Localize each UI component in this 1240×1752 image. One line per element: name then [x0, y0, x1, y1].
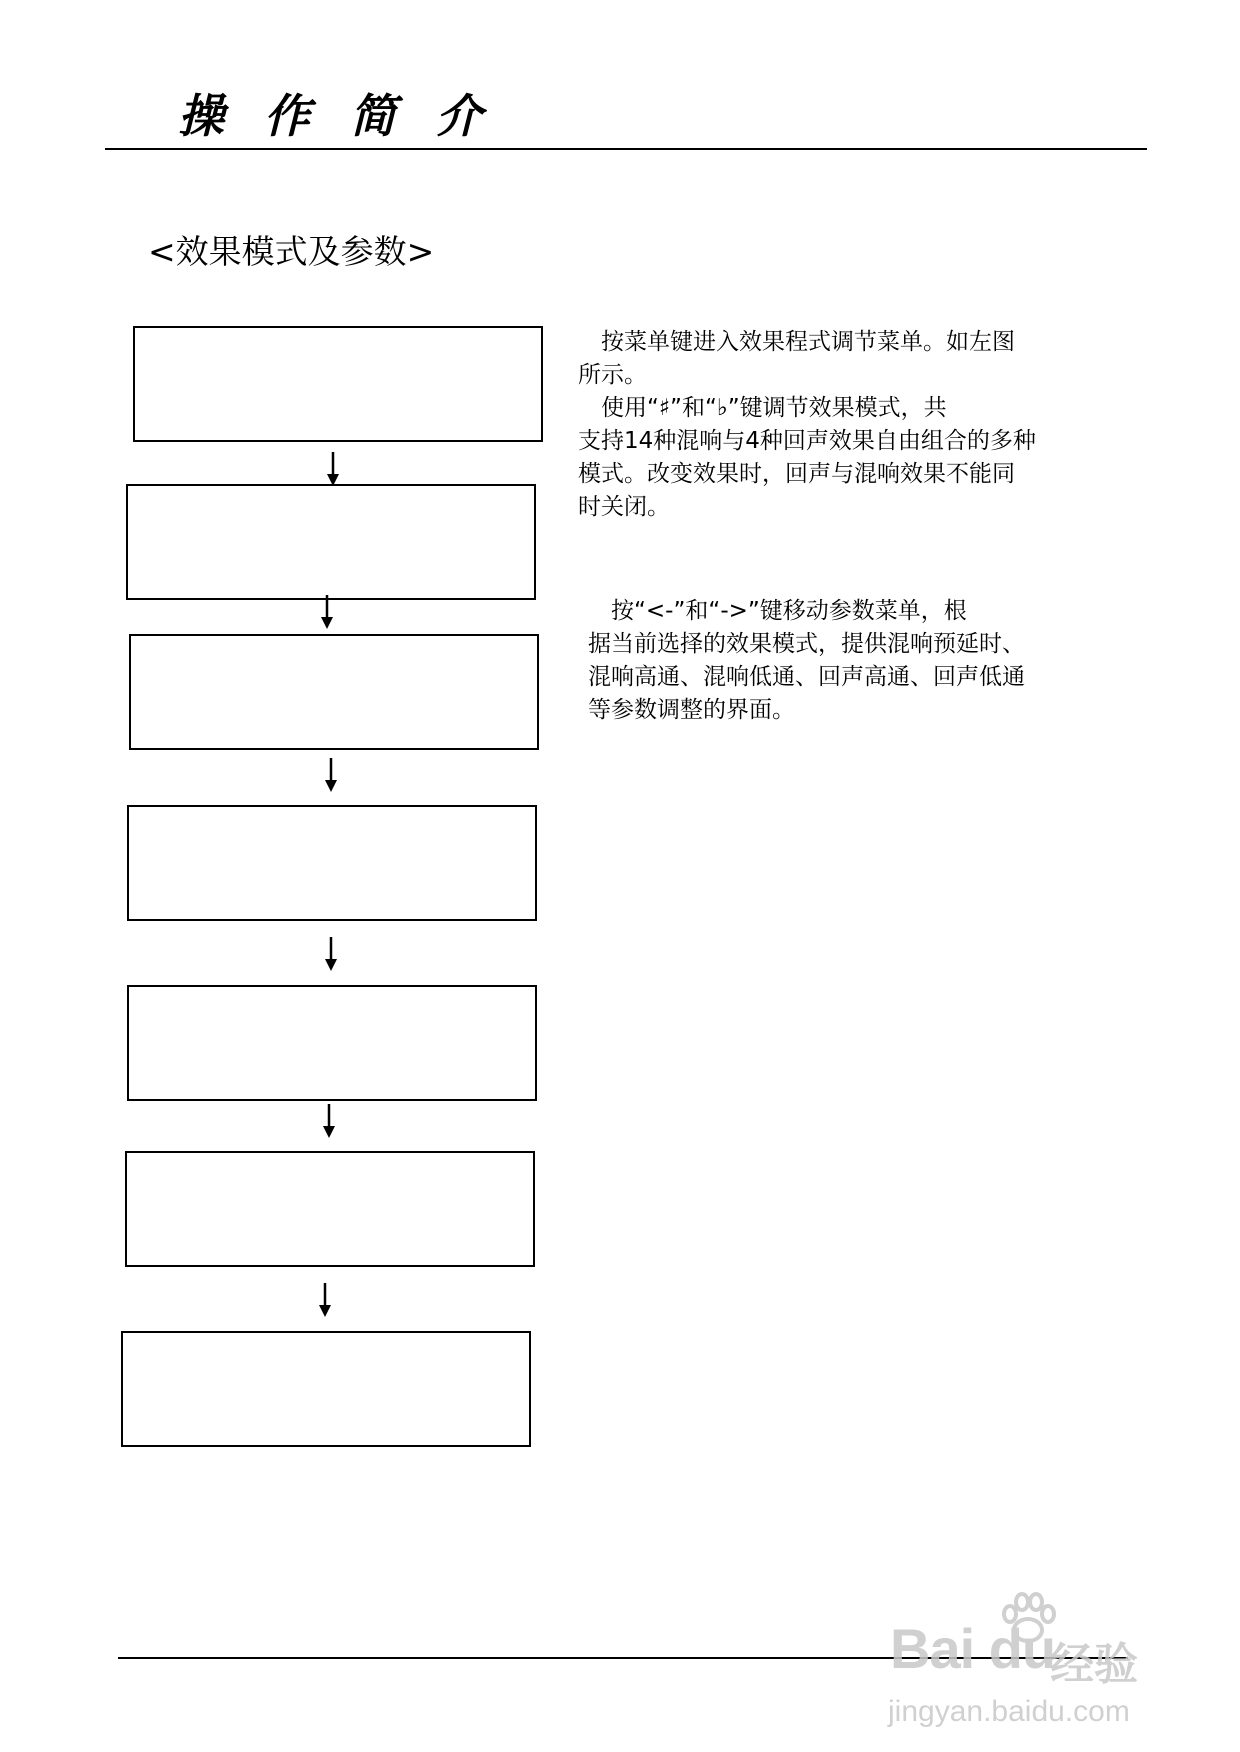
flow-box-1 — [133, 326, 543, 442]
para1-line-5: 模式。改变效果时，回声与混响效果不能同 — [578, 461, 1015, 487]
flow-arrow-3 — [324, 758, 338, 792]
para2-line-3: 混响高通、混响低通、回声高通、回声低通 — [588, 664, 1025, 690]
para1-line-2: 所示。 — [578, 362, 647, 388]
watermark-logo: Bai du — [890, 1617, 1056, 1680]
watermark-cn-text: 经验 — [1050, 1639, 1138, 1690]
para1-line-4: 支持14种混响与4种回声效果自由组合的多种 — [578, 428, 1036, 454]
flow-box-5 — [127, 985, 537, 1101]
flow-box-7 — [121, 1331, 531, 1447]
flow-arrow-5 — [322, 1104, 336, 1138]
flow-arrow-2 — [320, 595, 334, 629]
flow-box-2 — [126, 484, 536, 600]
flow-arrow-6 — [318, 1283, 332, 1317]
flow-arrow-4 — [324, 937, 338, 971]
description-paragraph-2 — [588, 595, 1108, 727]
page-header-title: 操 作 简 介 — [178, 89, 495, 143]
para2-line-1: 按“<-”和“->”键移动参数菜单，根 — [588, 598, 967, 624]
para1-line-3: 使用“♯”和“♭”键调节效果模式，共 — [578, 395, 947, 421]
watermark-url: jingyan.baidu.com — [888, 1695, 1130, 1728]
flow-box-3 — [129, 634, 539, 750]
para1-line-1: 按菜单键进入效果程式调节菜单。如左图 — [578, 329, 1015, 355]
header-divider — [105, 148, 1147, 150]
flow-box-6 — [125, 1151, 535, 1267]
para2-line-4: 等参数调整的界面。 — [588, 697, 795, 723]
para1-line-6: 时关闭。 — [578, 494, 670, 520]
flow-arrow-1 — [326, 452, 340, 486]
para2-line-2: 据当前选择的效果模式，提供混响预延时、 — [588, 631, 1025, 657]
section-title: <效果模式及参数> — [148, 232, 435, 271]
flow-box-4 — [127, 805, 537, 921]
baidu-jingyan-watermark — [880, 1590, 1170, 1740]
description-paragraph-1 — [578, 326, 1098, 524]
